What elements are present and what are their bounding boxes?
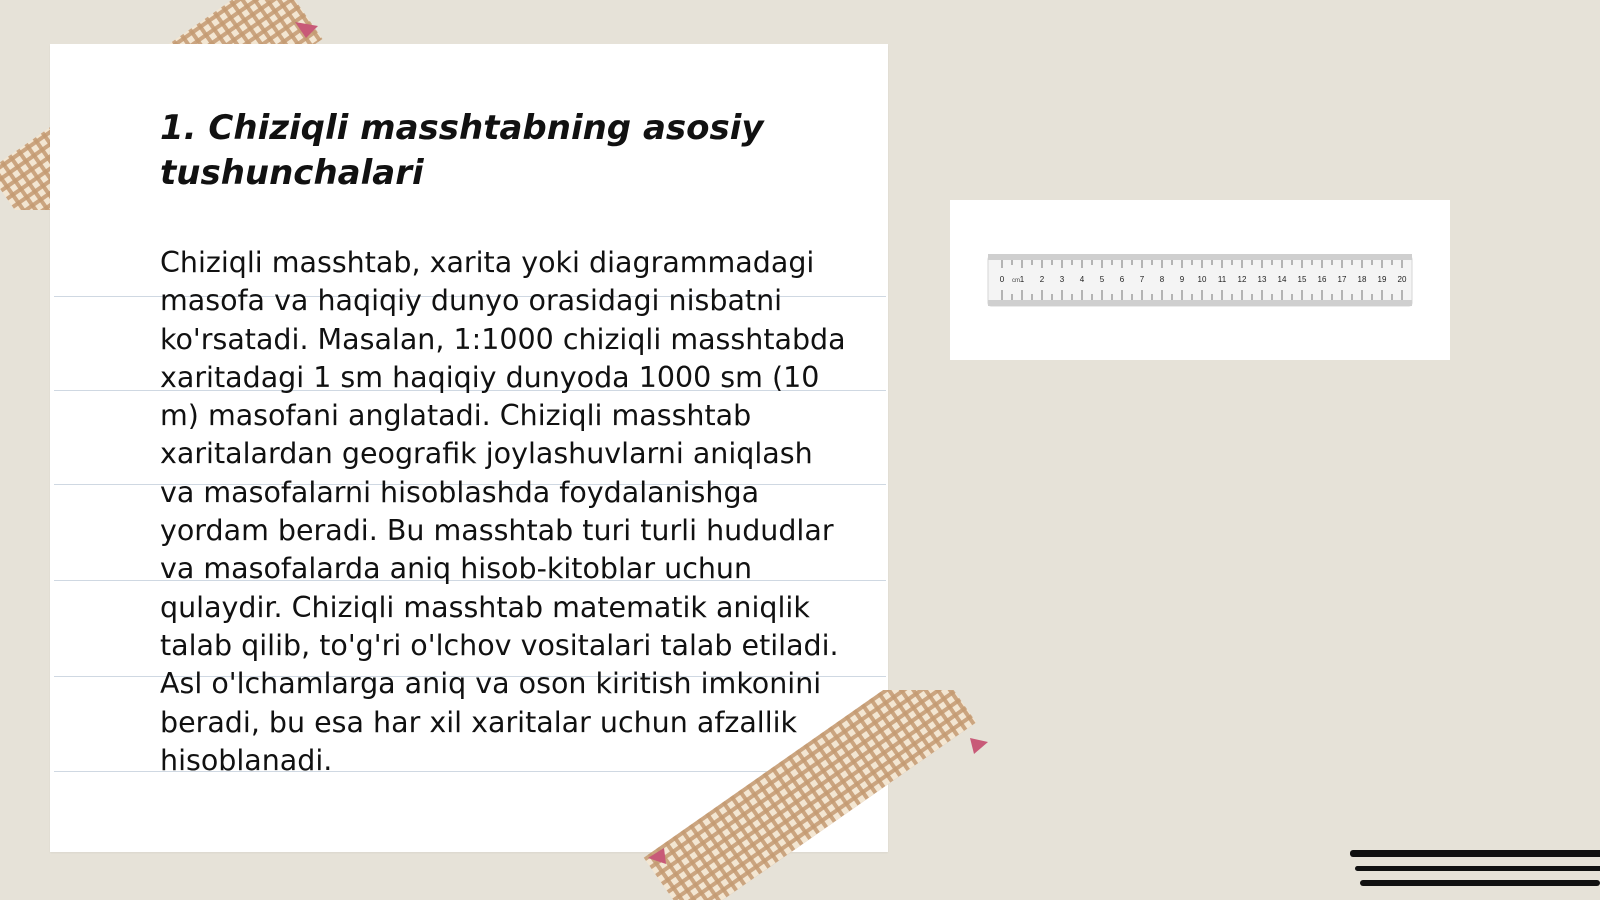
ruler-number: 10 xyxy=(1197,275,1207,284)
ruler-number: 5 xyxy=(1099,275,1105,284)
ruler-number: 1 xyxy=(1019,275,1025,284)
ruler-unit-label: cm xyxy=(1012,278,1020,284)
ruler-number: 6 xyxy=(1119,275,1125,284)
ruler-graphic xyxy=(950,200,1450,360)
ruler-image xyxy=(950,200,1450,360)
ruler-number: 13 xyxy=(1257,275,1267,284)
ruler-number: 17 xyxy=(1337,275,1347,284)
slide-body-text: Chiziqli masshtab, xarita yoki diagrammadagi masofa va haqiqiy dunyo orasidagi nisbatni ko'rsatadi. Masalan, 1:1000 chiziqli masshtabda xaritadagi 1 sm haqiqiy dunyoda 1000 sm (10 m) masofani anglatadi. Chiziqli masshtab xaritalardan geografik joylashuvlarni aniqlash va masofalarni hisoblashda foydalanishga yordam beradi. Bu masshtab turi turli hududlar va masofalarda aniq hisob-kitoblar uchun qulaydir. Chiziqli masshtab matematik aniqlik talab qilib, to'g'ri o'lchov vositalari talab etiladi. Asl o'lchamlarga aniq va oson kiritish imkonini beradi, bu esa har xil xaritalar uchun afzallik hisoblanadi. xyxy=(160,246,846,777)
ruler-number: 18 xyxy=(1357,275,1367,284)
ruler-number: 15 xyxy=(1297,275,1307,284)
ruler-number: 9 xyxy=(1179,275,1185,284)
ruler-number: 0 xyxy=(999,275,1005,284)
ruler-number: 19 xyxy=(1377,275,1387,284)
brush-stroke-decoration xyxy=(1360,880,1600,886)
washi-tape-bottom xyxy=(640,690,1000,900)
ruler-number: 2 xyxy=(1039,275,1045,284)
ruler-number: 12 xyxy=(1237,275,1247,284)
ruler-number: 16 xyxy=(1317,275,1327,284)
ruler-number: 11 xyxy=(1217,275,1227,284)
slide-title: 1. Chiziqli masshtabning asosiy tushunchalari xyxy=(160,108,764,193)
ruler-number: 7 xyxy=(1139,275,1145,284)
ruler-number: 14 xyxy=(1277,275,1287,284)
ruler-number: 20 xyxy=(1397,275,1407,284)
ruler-number: 4 xyxy=(1079,275,1085,284)
brush-stroke-decoration xyxy=(1355,866,1600,871)
brush-stroke-decoration xyxy=(1350,850,1600,857)
ruler-number: 8 xyxy=(1159,275,1165,284)
ruler-number: 3 xyxy=(1059,275,1065,284)
